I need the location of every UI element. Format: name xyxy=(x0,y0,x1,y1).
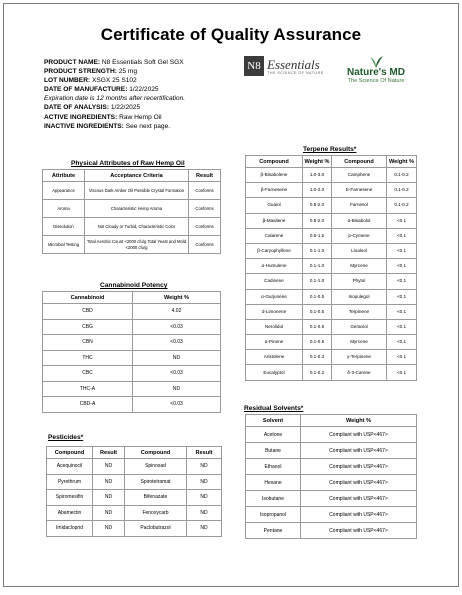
table-cell: Paclobutrazol xyxy=(125,521,187,537)
analysis-value: 1/22/2025 xyxy=(110,104,141,112)
table-cell: Appearance xyxy=(43,182,85,200)
table-cell: <0.1 xyxy=(387,243,417,258)
table-cell: Spiromesifin xyxy=(47,490,93,506)
table-row xyxy=(246,213,417,228)
table-cell: <0.03 xyxy=(133,366,221,382)
table-cell: 0.5-2.0 xyxy=(303,198,332,213)
n8-logo-tag: THE SCIENCE OF NATURE xyxy=(267,70,324,75)
lot-value: XSGX 25 S102 xyxy=(92,77,137,85)
table-cell: CBD-A xyxy=(43,397,133,413)
column-header: Result xyxy=(189,170,221,182)
table-cell: <0.1 xyxy=(387,274,417,289)
strength-row xyxy=(44,67,185,76)
table-cell: Isobutane xyxy=(246,491,301,507)
table-cell: <0.1 xyxy=(387,319,417,334)
certificate-page xyxy=(3,3,459,587)
n8-logo-mark: N8 xyxy=(244,56,264,76)
active-label: ACTIVE INGREDIENTS: xyxy=(44,113,118,121)
table-row xyxy=(246,289,417,304)
table-cell: Calarene xyxy=(246,228,303,243)
column-header: Weight % xyxy=(301,415,417,427)
table-cell: Aroma xyxy=(43,200,85,218)
table-row xyxy=(43,335,221,351)
table-row xyxy=(246,365,417,380)
table-cell: 0.1-0.2 xyxy=(387,183,417,198)
table-row xyxy=(246,259,417,274)
table-cell: Conforms xyxy=(189,200,221,218)
table-cell: β-Maaliene xyxy=(246,213,303,228)
table-row xyxy=(246,183,417,198)
table-row xyxy=(246,228,417,243)
terpene-results-title: Terpene Results* xyxy=(303,146,357,153)
table-cell: Eucalyptol xyxy=(246,365,303,380)
table-cell: Spirotetramat xyxy=(125,474,187,490)
table-cell: ND xyxy=(187,521,222,537)
table-cell: Conforms xyxy=(189,182,221,200)
table-header-row xyxy=(246,156,417,168)
table-row xyxy=(43,381,221,397)
column-header: Weight % xyxy=(133,292,221,304)
column-header: Attribute xyxy=(43,170,85,182)
table-cell: <0.03 xyxy=(133,397,221,413)
active-row xyxy=(44,113,185,122)
table-row xyxy=(47,474,222,490)
manufacture-value: 1/22/2025 xyxy=(129,86,159,94)
cannabinoid-potency-title: Cannabinoid Potency xyxy=(100,282,168,289)
table-row xyxy=(246,319,417,334)
table-cell: Microbial Testing xyxy=(43,236,85,254)
manufacture-row xyxy=(44,85,185,94)
table-cell: α-Pinene xyxy=(246,335,303,350)
table-cell: THC xyxy=(43,350,133,366)
table-cell: Acequinocil xyxy=(47,459,93,475)
table-cell: 1.0-3.0 xyxy=(303,168,332,183)
column-header: Cannabinoid xyxy=(43,292,133,304)
column-header: Solvent xyxy=(246,415,301,427)
table-row xyxy=(246,350,417,365)
n8-essentials-logo xyxy=(244,56,324,76)
analysis-row xyxy=(44,103,185,112)
page-title: Certificate of Quality Assurance xyxy=(100,25,362,44)
table-cell: Compliant with USP<467> xyxy=(301,523,417,539)
table-cell: β-Bisabolene xyxy=(246,168,303,183)
column-header: Compound xyxy=(47,447,93,459)
table-cell: <0.1 xyxy=(387,304,417,319)
table-row xyxy=(246,304,417,319)
table-row xyxy=(246,491,417,507)
table-row xyxy=(43,182,221,200)
analysis-label: DATE OF ANALYSIS: xyxy=(44,104,109,112)
residual-solvents-table xyxy=(245,414,417,539)
inactive-row xyxy=(44,122,185,131)
table-cell: Abamectin xyxy=(47,505,93,521)
product-name-label: PRODUCT NAME: xyxy=(44,59,101,66)
natures-md-brand: Nature's MD xyxy=(347,67,405,78)
strength-label: PRODUCT STRENGTH: xyxy=(44,68,117,76)
table-cell: Pentane xyxy=(246,523,301,539)
table-cell: 0.5-1.5 xyxy=(303,228,332,243)
table-row xyxy=(43,350,221,366)
table-cell: Ethanol xyxy=(246,459,301,475)
column-header: Compound xyxy=(246,156,303,168)
table-cell: CBD xyxy=(43,304,133,320)
table-row xyxy=(246,475,417,491)
table-cell: <0.1 xyxy=(387,289,417,304)
table-cell: Conforms xyxy=(189,236,221,254)
physical-attributes-title: Physical Attributes of Raw Hemp Oil xyxy=(71,160,185,167)
table-cell: 0.5-2.0 xyxy=(303,213,332,228)
table-cell: d-Limonene xyxy=(246,304,303,319)
table-cell: 0.1-1.0 xyxy=(303,259,332,274)
table-cell: Terpinene xyxy=(332,304,387,319)
table-row xyxy=(47,459,222,475)
table-cell: ND xyxy=(93,490,125,506)
table-cell: THC-A xyxy=(43,381,133,397)
table-cell: ND xyxy=(93,521,125,537)
table-cell: β-Farnesene xyxy=(246,183,303,198)
table-cell: Myrcene xyxy=(332,335,387,350)
table-cell: 4.02 xyxy=(133,304,221,320)
expiration-note-row xyxy=(44,94,185,103)
cannabinoid-potency-table xyxy=(42,291,221,413)
table-row xyxy=(43,218,221,236)
table-cell: Compliant with USP<467> xyxy=(301,427,417,443)
table-header-row xyxy=(246,415,417,427)
table-cell: ND xyxy=(187,505,222,521)
table-cell: 1.0-2.0 xyxy=(303,183,332,198)
table-row xyxy=(246,274,417,289)
table-header-row xyxy=(43,170,221,182)
table-row xyxy=(246,335,417,350)
table-cell: ND xyxy=(187,490,222,506)
column-header: Compound xyxy=(332,156,387,168)
table-cell: Isopulegol xyxy=(332,289,387,304)
table-cell: Compliant with USP<467> xyxy=(301,443,417,459)
strength-value: 25 mg xyxy=(118,68,138,76)
table-cell: Aristolene xyxy=(246,350,303,365)
lot-label: LOT NUMBER: xyxy=(44,77,91,85)
table-cell: CBC xyxy=(43,366,133,382)
table-cell: Geraniol xyxy=(332,319,387,334)
residual-solvents-title: Residual Solvents* xyxy=(244,405,304,412)
table-cell: 0.1-0.2 xyxy=(387,168,417,183)
table-cell: CBG xyxy=(43,319,133,335)
table-cell: Spinosad xyxy=(125,459,187,475)
table-cell: Pyrethrum xyxy=(47,474,93,490)
table-cell: ND xyxy=(187,474,222,490)
table-cell: Isopropanol xyxy=(246,507,301,523)
table-row xyxy=(246,523,417,539)
table-cell: <0.1 xyxy=(387,259,417,274)
table-cell: β-Caryophyllene xyxy=(246,243,303,258)
table-cell: Characteristic Hemp Aroma xyxy=(85,200,189,218)
table-cell: Imidacloprid xyxy=(47,521,93,537)
table-cell: ND xyxy=(93,459,125,475)
table-cell: 0.1-0.5 xyxy=(303,335,332,350)
table-cell: Butane xyxy=(246,443,301,459)
table-cell: α-Humulene xyxy=(246,259,303,274)
table-cell: ND xyxy=(93,505,125,521)
table-row xyxy=(47,505,222,521)
table-cell: Acetone xyxy=(246,427,301,443)
table-row xyxy=(246,443,417,459)
column-header: Acceptance Criteria xyxy=(85,170,189,182)
physical-attributes-table xyxy=(42,169,221,254)
table-row xyxy=(47,521,222,537)
table-cell: Compliant with USP<467> xyxy=(301,475,417,491)
table-header-row xyxy=(43,292,221,304)
table-cell: p-Cymene xyxy=(332,228,387,243)
lot-row xyxy=(44,76,185,85)
table-cell: Cadinene xyxy=(246,274,303,289)
column-header: Result xyxy=(93,447,125,459)
table-cell: γ-Terpinene xyxy=(332,350,387,365)
table-cell: CBN xyxy=(43,335,133,351)
table-row xyxy=(47,490,222,506)
table-row xyxy=(246,243,417,258)
table-cell: Nerolidol xyxy=(246,319,303,334)
table-row xyxy=(246,459,417,475)
table-cell: 0.1-1.0 xyxy=(303,274,332,289)
table-cell: Bifenazate xyxy=(125,490,187,506)
table-cell: Farnesol xyxy=(332,198,387,213)
product-name-row xyxy=(44,58,185,67)
table-cell: ND xyxy=(133,381,221,397)
table-cell: E-Farnesene xyxy=(332,183,387,198)
table-cell: <0.1 xyxy=(387,350,417,365)
pesticides-title: Pesticides* xyxy=(48,434,84,441)
manufacture-label: DATE OF MANUFACTURE: xyxy=(44,86,128,94)
product-info xyxy=(44,58,185,131)
natures-md-tag: The Science Of Nature xyxy=(347,78,405,84)
table-cell: α-Bisabolol xyxy=(332,213,387,228)
table-row xyxy=(43,366,221,382)
expiration-note: Expiration date is 12 months after recertification. xyxy=(44,95,186,103)
column-header: Weight % xyxy=(387,156,417,168)
table-cell: <0.1 xyxy=(387,228,417,243)
table-cell: Total Aerobic Count <2000 cfu/g Total Yeast and Mold <2000 cfu/g xyxy=(85,236,189,254)
table-row xyxy=(43,200,221,218)
table-cell: <0.1 xyxy=(387,213,417,228)
table-row xyxy=(43,319,221,335)
table-row xyxy=(43,304,221,320)
table-cell: ND xyxy=(187,459,222,475)
table-cell: <0.03 xyxy=(133,319,221,335)
column-header: Weight % xyxy=(303,156,332,168)
table-cell: 0.1-0.5 xyxy=(303,319,332,334)
pesticides-table xyxy=(46,446,222,537)
active-value: Raw Hemp Oil xyxy=(119,113,162,121)
table-cell: Dissolution xyxy=(43,218,85,236)
table-cell: Myrcene xyxy=(332,259,387,274)
table-cell: 0.1-0.5 xyxy=(303,304,332,319)
table-cell: Compliant with USP<467> xyxy=(301,507,417,523)
table-cell: Compliant with USP<467> xyxy=(301,459,417,475)
table-row xyxy=(246,168,417,183)
column-header: Compound xyxy=(125,447,187,459)
product-name-value: N8 Essentials Soft Gel SGX xyxy=(101,59,184,66)
natures-md-logo xyxy=(338,56,414,84)
table-cell: 0.1-0.2 xyxy=(303,365,332,380)
table-cell: <0.1 xyxy=(387,365,417,380)
table-cell: 0.1-0.3 xyxy=(303,350,332,365)
table-cell: Guaiol xyxy=(246,198,303,213)
n8-logo-brand: Essentials xyxy=(267,56,320,72)
table-row xyxy=(246,427,417,443)
table-row xyxy=(246,198,417,213)
table-header-row xyxy=(47,447,222,459)
table-cell: ND xyxy=(133,350,221,366)
table-cell: 0.1-0.2 xyxy=(387,198,417,213)
table-cell: Phytol xyxy=(332,274,387,289)
table-cell: Linalool xyxy=(332,243,387,258)
table-row xyxy=(246,507,417,523)
table-row xyxy=(43,236,221,254)
column-header: Result xyxy=(187,447,222,459)
table-cell: δ-3-Carene xyxy=(332,365,387,380)
inactive-label: INACTIVE INGREDIENTS: xyxy=(44,122,124,130)
table-row xyxy=(43,397,221,413)
table-cell: Fenoxycarb xyxy=(125,505,187,521)
inactive-value: See next page. xyxy=(125,122,171,130)
n8-logo-words xyxy=(267,58,324,75)
table-cell: Compliant with USP<467> xyxy=(301,491,417,507)
table-cell: Viscous Dark Amber Oil Possible Crystal Formation xyxy=(85,182,189,200)
table-cell: ND xyxy=(93,474,125,490)
table-cell: Not Cloudy or Turbid, Characteristic Color xyxy=(85,218,189,236)
terpene-results-table xyxy=(245,155,417,381)
table-cell: Conforms xyxy=(189,218,221,236)
table-cell: 0.1-1.0 xyxy=(303,243,332,258)
table-cell: <0.03 xyxy=(133,335,221,351)
table-cell: 0.1-0.5 xyxy=(303,289,332,304)
table-cell: <0.1 xyxy=(387,335,417,350)
table-cell: α-Gurjunene xyxy=(246,289,303,304)
table-cell: Camphene xyxy=(332,168,387,183)
table-cell: Hexane xyxy=(246,475,301,491)
